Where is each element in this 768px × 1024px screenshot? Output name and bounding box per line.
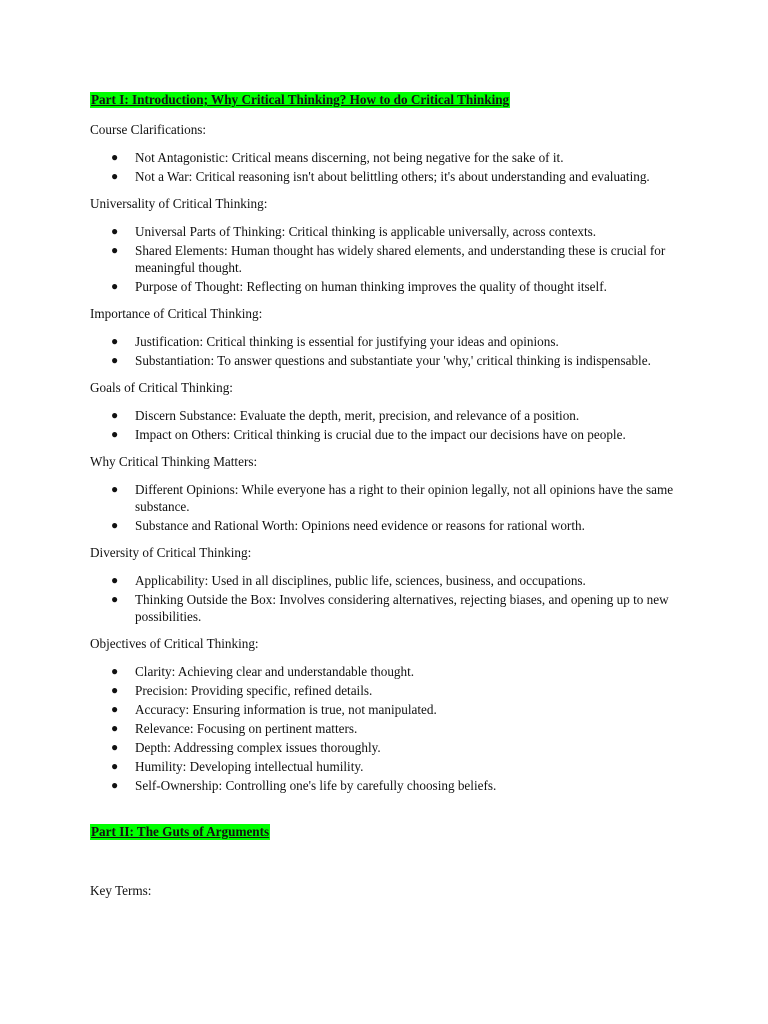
list-item-text: Clarity: Achieving clear and understandable thought. (135, 664, 415, 679)
bullet-list (90, 663, 708, 794)
list-item (111, 517, 708, 534)
list-item (111, 333, 708, 350)
list-item-text: Different Opinions: While everyone has a right to their opinion legally, not all opinions have the same substance. (135, 482, 674, 514)
section-title: Universality of Critical Thinking: (90, 196, 268, 211)
list-item (111, 278, 708, 295)
bullet-icon: ● (111, 279, 119, 293)
bullet-icon: ● (111, 169, 119, 183)
bullet-icon: ● (111, 334, 119, 348)
sections-container (90, 121, 708, 794)
list-item (111, 720, 708, 737)
list-item-text: Precision: Providing specific, refined details. (135, 683, 373, 698)
list-item-text: Accuracy: Ensuring information is true, not manipulated. (135, 702, 437, 717)
list-item-text: Self-Ownership: Controlling one's life by carefully choosing beliefs. (135, 778, 497, 793)
list-item-text: Purpose of Thought: Reflecting on human thinking improves the quality of thought itself. (135, 279, 607, 294)
bullet-icon: ● (111, 482, 119, 496)
list-item-text: Thinking Outside the Box: Involves considering alternatives, rejecting biases, and opening up to new possibilities. (135, 592, 669, 624)
bullet-icon: ● (111, 664, 119, 678)
list-item (111, 407, 708, 424)
list-item-text: Not a War: Critical reasoning isn't about belittling others; it's about understanding and evaluating. (135, 169, 650, 184)
list-item (111, 426, 708, 443)
bullet-icon: ● (111, 778, 119, 792)
list-item-text: Substantiation: To answer questions and substantiate your 'why,' critical thinking is indispensable. (135, 353, 651, 368)
bullet-icon: ● (111, 759, 119, 773)
bullet-list (90, 572, 708, 625)
list-item (111, 591, 708, 625)
bullet-list (90, 481, 708, 534)
list-item-text: Justification: Critical thinking is essential for justifying your ideas and opinions. (135, 334, 559, 349)
list-item (111, 663, 708, 680)
bullet-icon: ● (111, 150, 119, 164)
bullet-icon: ● (111, 518, 119, 532)
section-title: Objectives of Critical Thinking: (90, 636, 259, 651)
list-item (111, 739, 708, 756)
list-item-text: Not Antagonistic: Critical means discerning, not being negative for the sake of it. (135, 150, 564, 165)
list-item (111, 572, 708, 589)
list-item (111, 701, 708, 718)
list-item (111, 352, 708, 369)
section-title: Why Critical Thinking Matters: (90, 454, 258, 469)
bullet-list (90, 223, 708, 295)
section-title: Importance of Critical Thinking: (90, 306, 263, 321)
bullet-icon: ● (111, 721, 119, 735)
list-item (111, 223, 708, 240)
part-one-heading: Part I: Introduction; Why Critical Thinking? How to do Critical Thinking (91, 92, 510, 107)
bullet-icon: ● (111, 353, 119, 367)
list-item-text: Relevance: Focusing on pertinent matters. (135, 721, 358, 736)
list-item-text: Shared Elements: Human thought has widely shared elements, and understanding these is crucial for meaningful thought. (135, 243, 666, 275)
list-item-text: Universal Parts of Thinking: Critical thinking is applicable universally, across contexts. (135, 224, 597, 239)
bullet-list (90, 149, 708, 185)
list-item (111, 168, 708, 185)
bullet-icon: ● (111, 740, 119, 754)
list-item (111, 481, 708, 515)
bullet-icon: ● (111, 573, 119, 587)
section-title: Course Clarifications: (90, 122, 207, 137)
bullet-icon: ● (111, 224, 119, 238)
bullet-list (90, 333, 708, 369)
list-item-text: Discern Substance: Evaluate the depth, merit, precision, and relevance of a position. (135, 408, 580, 423)
list-item (111, 758, 708, 775)
part-two-heading: Part II: The Guts of Arguments (91, 824, 270, 839)
bullet-icon: ● (111, 427, 119, 441)
bullet-icon: ● (111, 702, 119, 716)
bullet-icon: ● (111, 243, 119, 257)
list-item (111, 149, 708, 166)
bullet-icon: ● (111, 592, 119, 606)
list-item-text: Applicability: Used in all disciplines, public life, sciences, business, and occupations. (135, 573, 586, 588)
list-item-text: Humility: Developing intellectual humility. (135, 759, 364, 774)
list-item (111, 682, 708, 699)
list-item-text: Substance and Rational Worth: Opinions need evidence or reasons for rational worth. (135, 518, 585, 533)
bullet-icon: ● (111, 683, 119, 697)
list-item (111, 777, 708, 794)
bullet-list (90, 407, 708, 443)
list-item-text: Impact on Others: Critical thinking is crucial due to the impact our decisions have on people. (135, 427, 626, 442)
list-item (111, 242, 708, 276)
section-title: Goals of Critical Thinking: (90, 380, 233, 395)
bullet-icon: ● (111, 408, 119, 422)
section-title: Diversity of Critical Thinking: (90, 545, 252, 560)
key-terms-label: Key Terms: (90, 883, 152, 898)
list-item-text: Depth: Addressing complex issues thoroughly. (135, 740, 381, 755)
